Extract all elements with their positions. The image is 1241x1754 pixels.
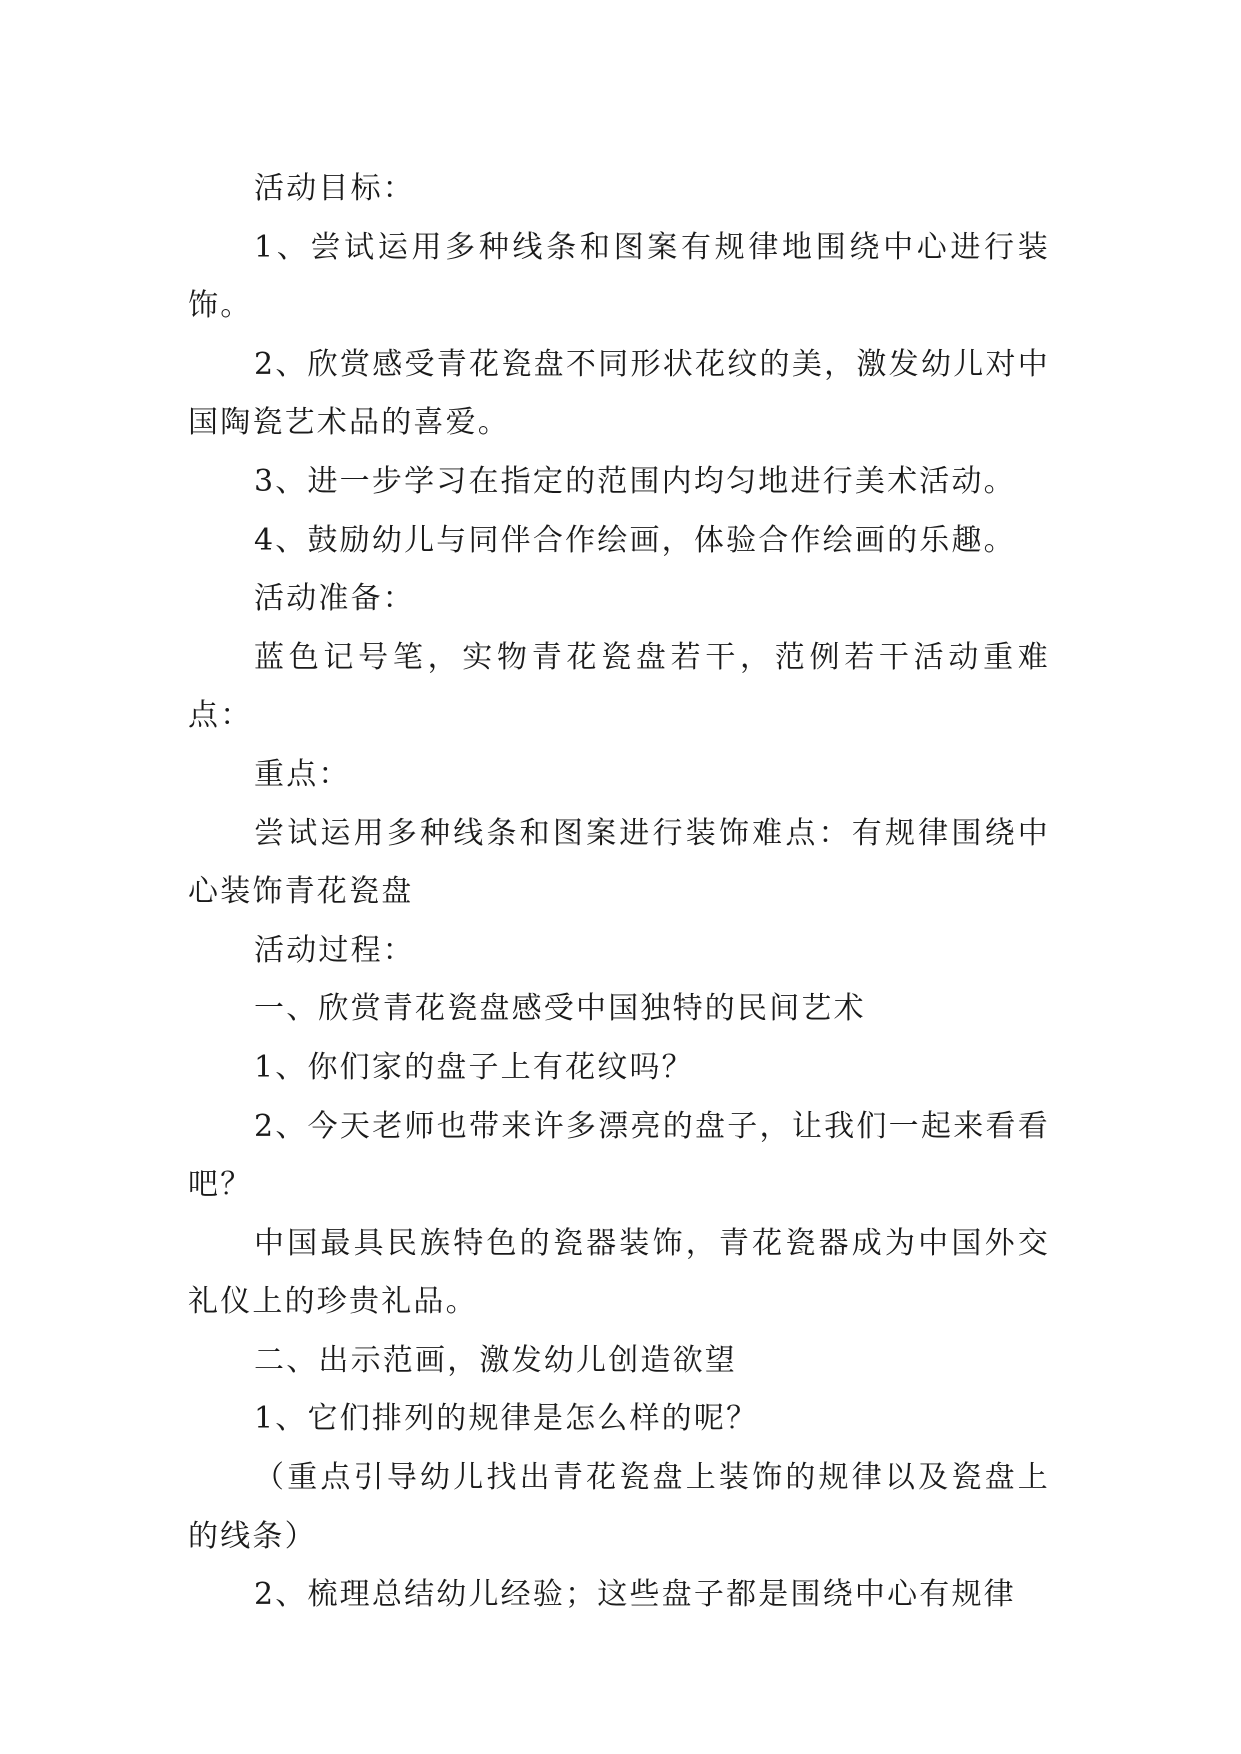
paragraph-goal-3: 3、进一步学习在指定的范围内均匀地进行美术活动。: [254, 463, 1016, 499]
paragraph-guidance-note: （重点引导幼儿找出青花瓷盘上装饰的规律以及瓷盘上的线条）: [188, 1460, 1050, 1554]
paragraph-materials: 蓝色记号笔，实物青花瓷盘若干，范例若干活动重难点：: [188, 639, 1050, 734]
heading-activity-goals: 活动目标：: [254, 171, 415, 206]
paragraph-section-1: 一、欣赏青花瓷盘感受中国独特的民间艺术: [254, 991, 866, 1027]
heading-activity-preparation: 活动准备：: [254, 581, 415, 617]
heading-activity-process: 活动过程：: [254, 932, 415, 968]
paragraph-question-2: 2、今天老师也带来许多漂亮的盘子，让我们一起来看看吧？: [188, 1108, 1050, 1203]
paragraph-section-2: 二、出示范画，激发幼儿创造欲望: [254, 1342, 737, 1378]
paragraph-question-1: 1、你们家的盘子上有花纹吗？: [254, 1049, 694, 1085]
paragraph-summary: 2、梳理总结幼儿经验；这些盘子都是围绕中心有规律: [254, 1577, 1016, 1613]
document-body: [188, 160, 1050, 1625]
paragraph-pattern-question: 1、它们排列的规律是怎么样的呢？: [254, 1401, 759, 1437]
paragraph-goal-2: 2、欣赏感受青花瓷盘不同形状花纹的美，激发幼儿对中国陶瓷艺术品的喜爱。: [188, 346, 1050, 441]
paragraph-porcelain-intro: 中国最具民族特色的瓷器装饰，青花瓷器成为中国外交礼仪上的珍贵礼品。: [188, 1225, 1050, 1320]
heading-key-points: 重点：: [254, 756, 351, 792]
paragraph-goal-4: 4、鼓励幼儿与同伴合作绘画，体验合作绘画的乐趣。: [254, 522, 1016, 558]
paragraph-goal-1: 1、尝试运用多种线条和图案有规律地围绕中心进行装饰。: [188, 229, 1050, 324]
paragraph-key-difficult-points: 尝试运用多种线条和图案进行装饰难点：有规律围绕中心装饰青花瓷盘: [188, 815, 1050, 910]
